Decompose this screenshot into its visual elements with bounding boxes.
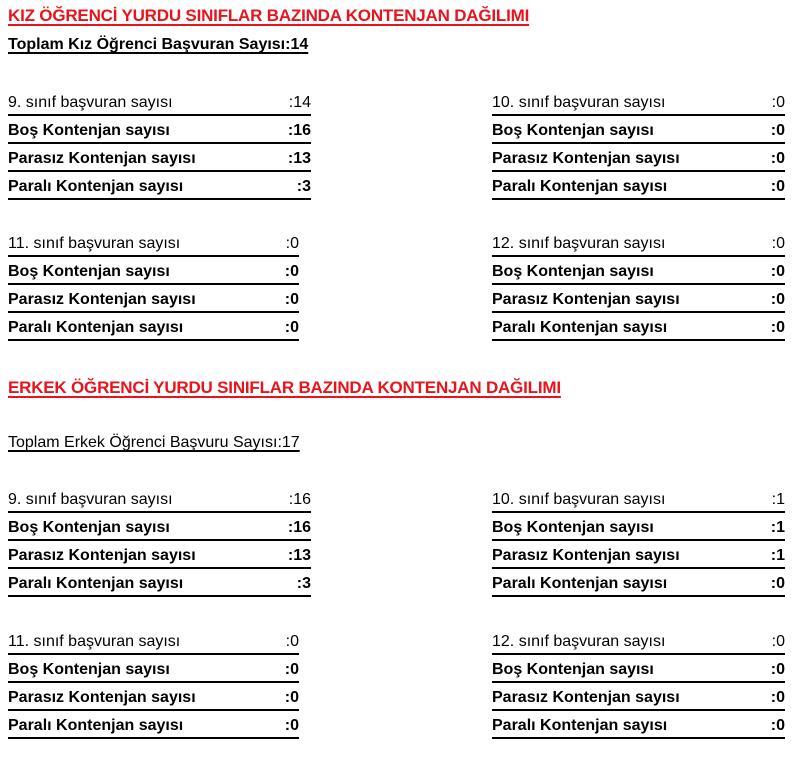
girls-grade-9-block xyxy=(8,88,311,200)
row-value: :0 xyxy=(770,661,785,678)
row-value: :3 xyxy=(296,575,311,592)
row-value: :13 xyxy=(287,150,311,167)
row-label: Boş Kontenjan sayısı xyxy=(8,122,170,139)
empty-quota-row xyxy=(8,116,311,144)
free-quota-row xyxy=(8,683,299,711)
girls-grade-10-block xyxy=(492,88,785,200)
row-value: :0 xyxy=(284,291,299,308)
empty-quota-row xyxy=(8,655,299,683)
row-value: :0 xyxy=(284,319,299,336)
row-label: Boş Kontenjan sayısı xyxy=(492,519,654,536)
row-value: :0 xyxy=(770,689,785,706)
boys-dorm-heading: ERKEK ÖĞRENCİ YURDU SINIFLAR BAZINDA KONTENJAN DAĞILIMI xyxy=(8,378,561,397)
row-value: :1 xyxy=(771,491,785,508)
row-label: Boş Kontenjan sayısı xyxy=(492,263,654,280)
free-quota-row xyxy=(8,541,311,569)
grade-applicants-row xyxy=(8,485,311,513)
grade-applicants-row xyxy=(492,88,785,116)
row-value: :0 xyxy=(771,94,785,111)
grade-applicants-row xyxy=(492,229,785,257)
empty-quota-row xyxy=(8,257,299,285)
free-quota-row xyxy=(8,144,311,172)
paid-quota-row xyxy=(492,711,785,739)
paid-quota-row xyxy=(492,313,785,341)
row-label: 12. sınıf başvuran sayısı xyxy=(492,633,666,650)
row-label: Parasız Kontenjan sayısı xyxy=(8,689,196,706)
row-value: :0 xyxy=(284,717,299,734)
row-label: Parasız Kontenjan sayısı xyxy=(492,150,680,167)
boys-grade-9-block xyxy=(8,485,311,597)
row-value: :0 xyxy=(770,263,785,280)
row-value: :14 xyxy=(288,94,311,111)
row-value: :0 xyxy=(284,661,299,678)
row-value: :0 xyxy=(770,178,785,195)
row-label: 10. sınıf başvuran sayısı xyxy=(492,491,666,508)
boys-total-applicants: Toplam Erkek Öğrenci Başvuru Sayısı:17 xyxy=(8,434,300,451)
free-quota-row xyxy=(8,285,299,313)
row-value: :16 xyxy=(288,491,311,508)
row-label: Parasız Kontenjan sayısı xyxy=(492,291,680,308)
row-value: :0 xyxy=(770,575,785,592)
paid-quota-row xyxy=(8,172,311,200)
free-quota-row xyxy=(492,541,785,569)
row-label: Paralı Kontenjan sayısı xyxy=(492,717,668,734)
row-label: Parasız Kontenjan sayısı xyxy=(8,547,196,564)
free-quota-row xyxy=(492,285,785,313)
row-label: Boş Kontenjan sayısı xyxy=(8,661,170,678)
row-label: 9. sınıf başvuran sayısı xyxy=(8,94,173,111)
row-value: :3 xyxy=(296,178,311,195)
free-quota-row xyxy=(492,144,785,172)
row-label: Paralı Kontenjan sayısı xyxy=(8,717,184,734)
boys-grade-11-block xyxy=(8,627,299,739)
row-value: :0 xyxy=(770,122,785,139)
boys-grade-10-block xyxy=(492,485,785,597)
row-label: Paralı Kontenjan sayısı xyxy=(492,178,668,195)
girls-dorm-heading: KIZ ÖĞRENCİ YURDU SINIFLAR BAZINDA KONTENJAN DAĞILIMI xyxy=(8,6,530,25)
girls-grade-11-block xyxy=(8,229,299,341)
free-quota-row xyxy=(492,683,785,711)
paid-quota-row xyxy=(8,313,299,341)
row-label: Parasız Kontenjan sayısı xyxy=(492,689,680,706)
empty-quota-row xyxy=(492,513,785,541)
paid-quota-row xyxy=(8,711,299,739)
row-label: 12. sınıf başvuran sayısı xyxy=(492,235,666,252)
row-label: Boş Kontenjan sayısı xyxy=(492,661,654,678)
empty-quota-row xyxy=(8,513,311,541)
row-label: Boş Kontenjan sayısı xyxy=(8,263,170,280)
girls-grade-12-block xyxy=(492,229,785,341)
row-label: 10. sınıf başvuran sayısı xyxy=(492,94,666,111)
grade-applicants-row xyxy=(492,485,785,513)
paid-quota-row xyxy=(8,569,311,597)
row-label: Parasız Kontenjan sayısı xyxy=(8,291,196,308)
row-label: 11. sınıf başvuran sayısı xyxy=(8,633,181,650)
row-label: Boş Kontenjan sayısı xyxy=(8,519,170,536)
row-value: :0 xyxy=(770,717,785,734)
grade-applicants-row xyxy=(8,88,311,116)
row-value: :0 xyxy=(284,689,299,706)
row-value: :0 xyxy=(771,235,785,252)
row-value: :0 xyxy=(285,633,299,650)
row-label: Parasız Kontenjan sayısı xyxy=(492,547,680,564)
empty-quota-row xyxy=(492,655,785,683)
row-label: Paralı Kontenjan sayısı xyxy=(492,319,668,336)
row-label: Paralı Kontenjan sayısı xyxy=(492,575,668,592)
row-value: :16 xyxy=(287,519,311,536)
row-value: :0 xyxy=(770,319,785,336)
row-label: Parasız Kontenjan sayısı xyxy=(8,150,196,167)
row-label: Paralı Kontenjan sayısı xyxy=(8,575,184,592)
row-value: :13 xyxy=(287,547,311,564)
row-value: :1 xyxy=(770,519,785,536)
grade-applicants-row xyxy=(8,229,299,257)
empty-quota-row xyxy=(492,257,785,285)
row-label: Paralı Kontenjan sayısı xyxy=(8,319,184,336)
row-label: Paralı Kontenjan sayısı xyxy=(8,178,184,195)
boys-grade-12-block xyxy=(492,627,785,739)
row-value: :0 xyxy=(770,291,785,308)
row-value: :1 xyxy=(770,547,785,564)
row-label: Boş Kontenjan sayısı xyxy=(492,122,654,139)
row-value: :16 xyxy=(287,122,311,139)
row-value: :0 xyxy=(770,150,785,167)
row-label: 11. sınıf başvuran sayısı xyxy=(8,235,181,252)
girls-total-applicants: Toplam Kız Öğrenci Başvuran Sayısı:14 xyxy=(8,36,309,53)
paid-quota-row xyxy=(492,569,785,597)
grade-applicants-row xyxy=(492,627,785,655)
row-label: 9. sınıf başvuran sayısı xyxy=(8,491,173,508)
row-value: :0 xyxy=(285,235,299,252)
paid-quota-row xyxy=(492,172,785,200)
grade-applicants-row xyxy=(8,627,299,655)
row-value: :0 xyxy=(771,633,785,650)
empty-quota-row xyxy=(492,116,785,144)
row-value: :0 xyxy=(284,263,299,280)
